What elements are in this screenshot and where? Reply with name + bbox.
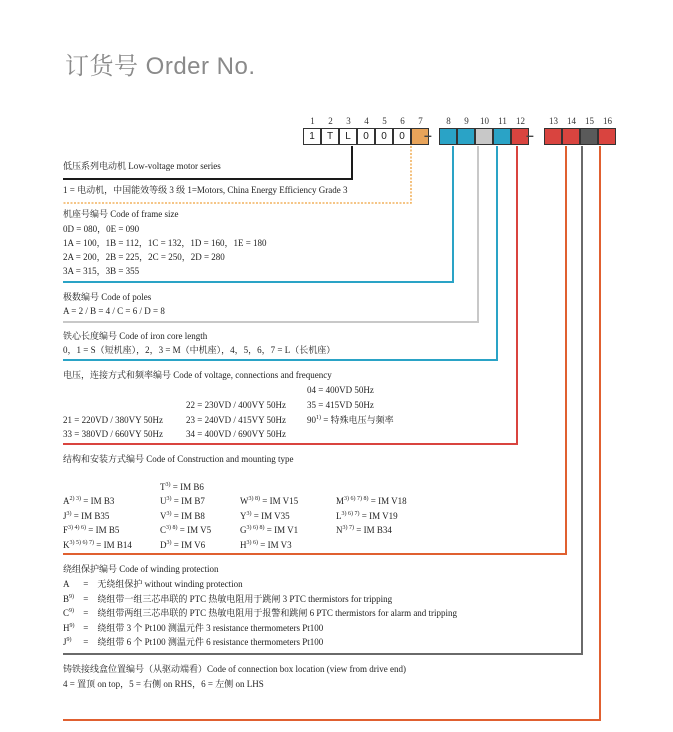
winding-header: 绕组保护编号 Code of winding protection <box>63 564 219 574</box>
construction-item: $J^{3)}$ = IM B35 <box>63 511 110 521</box>
construction-item: $F^{3) 4) 6)}$ = IM B5 <box>63 525 120 535</box>
construction-item: $N^{3) 7)}$ = IM B34 <box>336 525 392 535</box>
code-box: 0 <box>357 128 375 145</box>
construction-item: $U^{3)}$ = IM B7 <box>160 496 205 506</box>
position-number: 7 <box>418 116 423 126</box>
position-number: 16 <box>603 116 612 126</box>
code-box: T <box>321 128 339 145</box>
position-number: 1 <box>310 116 315 126</box>
frame-header: 机座号编号 Code of frame size <box>63 209 179 219</box>
frame-line: 2A = 200，2B = 225，2C = 250，2D = 280 <box>63 252 225 262</box>
code-box: 0 <box>375 128 393 145</box>
code-box: L <box>339 128 357 145</box>
separator-dash: – <box>526 127 534 143</box>
voltage-item: 23 = 240VD / 415VY 50Hz <box>186 415 286 425</box>
construction-item: $T^{3)}$ = IM B6 <box>160 482 204 492</box>
poles-header: 极数编号 Code of poles <box>63 292 152 302</box>
winding-item: $H^{9)}$ = 绕组带 3 个 Pt100 测温元件 3 resistance thermometers Pt100 <box>63 622 324 633</box>
box-header: 铸铁接线盒位置编号（从驱动端看）Code of connection box location (view from drive end) <box>63 664 406 674</box>
series-label: 低压系列电动机 Low-voltage motor series <box>63 161 221 171</box>
poles-line: A = 2 / B = 4 / C = 6 / D = 8 <box>63 306 165 316</box>
voltage-item: 21 = 220VD / 380VY 50Hz <box>63 415 163 425</box>
position-number: 2 <box>328 116 333 126</box>
position-number: 5 <box>382 116 387 126</box>
frame-line: 0D = 080，0E = 090 <box>63 224 140 234</box>
voltage-item: 34 = 400VD / 690VY 50Hz <box>186 429 286 439</box>
construction-item: $W^{3) 8)}$ = IM V15 <box>240 496 299 506</box>
voltage-item: 22 = 230VD / 400VY 50Hz <box>186 400 286 410</box>
frame-line: 1A = 100，1B = 112，1C = 132，1D = 160，1E = 180 <box>63 238 267 248</box>
construction-header: 结构和安装方式编号 Code of Construction and mounting type <box>63 454 294 464</box>
winding-item: $J^{9)}$ = 绕组带 6 个 Pt100 测温元件 6 resistance thermometers Pt100 <box>63 637 324 647</box>
grade-label: 1 = 电动机，中国能效等级 3 级 1=Motors, China Energy Efficiency Grade 3 <box>63 185 348 195</box>
construction-item: $C^{3) 8)}$ = IM V5 <box>160 525 212 535</box>
page-title: 订货号 Order No. <box>65 53 256 80</box>
voltage-item-special: $90^{1)}$ = 特殊电压与频率 <box>307 415 394 425</box>
position-number: 4 <box>364 116 369 126</box>
construction-item: $A^{2) 3)}$ = IM B3 <box>63 496 115 506</box>
code-box: 1 <box>303 128 321 145</box>
construction-item: $V^{3)}$ = IM B8 <box>160 511 205 521</box>
position-number: 8 <box>446 116 451 126</box>
box-line: 4 = 置顶 on top，5 = 右侧 on RHS，6 = 左侧 on LHS <box>63 679 264 689</box>
construction-item: $H^{3) 6)}$ = IM V3 <box>240 540 292 550</box>
winding-item: $B^{9)}$ = 绕组带一组三芯串联的 PTC 热敏电阻用于跳闸 3 PTC thermistors for tripping <box>63 593 393 604</box>
construction-item: $Y^{3)}$ = IM V35 <box>240 511 290 521</box>
position-number: 13 <box>549 116 558 126</box>
position-number: 3 <box>346 116 351 126</box>
position-number: 9 <box>464 116 469 126</box>
construction-item: $M^{3) 6) 7) 8)}$ = IM V18 <box>336 496 407 506</box>
voltage-header: 电压，连接方式和频率编号 Code of voltage, connections and frequency <box>63 370 332 380</box>
core-line: 0，1 = S（短机座），2，3 = M（中机座），4，5，6，7 = L（长机座） <box>63 345 336 355</box>
construction-item: $D^{3)}$ = IM V6 <box>160 540 206 550</box>
winding-item: $C^{9)}$ = 绕组带两组三芯串联的 PTC 热敏电阻用于报警和跳闸 6 PTC thermistors for alarm and tripping <box>63 608 458 618</box>
position-number: 6 <box>400 116 405 126</box>
code-box: 0 <box>393 128 411 145</box>
position-number: 10 <box>480 116 489 126</box>
position-number: 11 <box>498 116 507 126</box>
frame-line: 3A = 315，3B = 355 <box>63 266 140 276</box>
position-number: 15 <box>585 116 594 126</box>
construction-item: $G^{3) 6) 8)}$ = IM V1 <box>240 525 299 535</box>
construction-item: $L^{3) 6) 7)}$ = IM V19 <box>336 511 398 521</box>
construction-item: $K^{3) 5) 6) 7)}$ = IM B14 <box>63 540 132 550</box>
voltage-item: 35 = 415VD 50Hz <box>307 400 374 410</box>
voltage-item: 33 = 380VD / 660VY 50Hz <box>63 429 163 439</box>
position-number: 14 <box>567 116 576 126</box>
winding-item: A = 无绕组保护 without winding protection <box>63 579 243 589</box>
voltage-item: 04 = 400VD 50Hz <box>307 385 374 395</box>
position-number: 12 <box>516 116 525 126</box>
separator-dash: – <box>424 127 432 143</box>
core-header: 铁心长度编号 Code of iron core length <box>63 331 208 341</box>
